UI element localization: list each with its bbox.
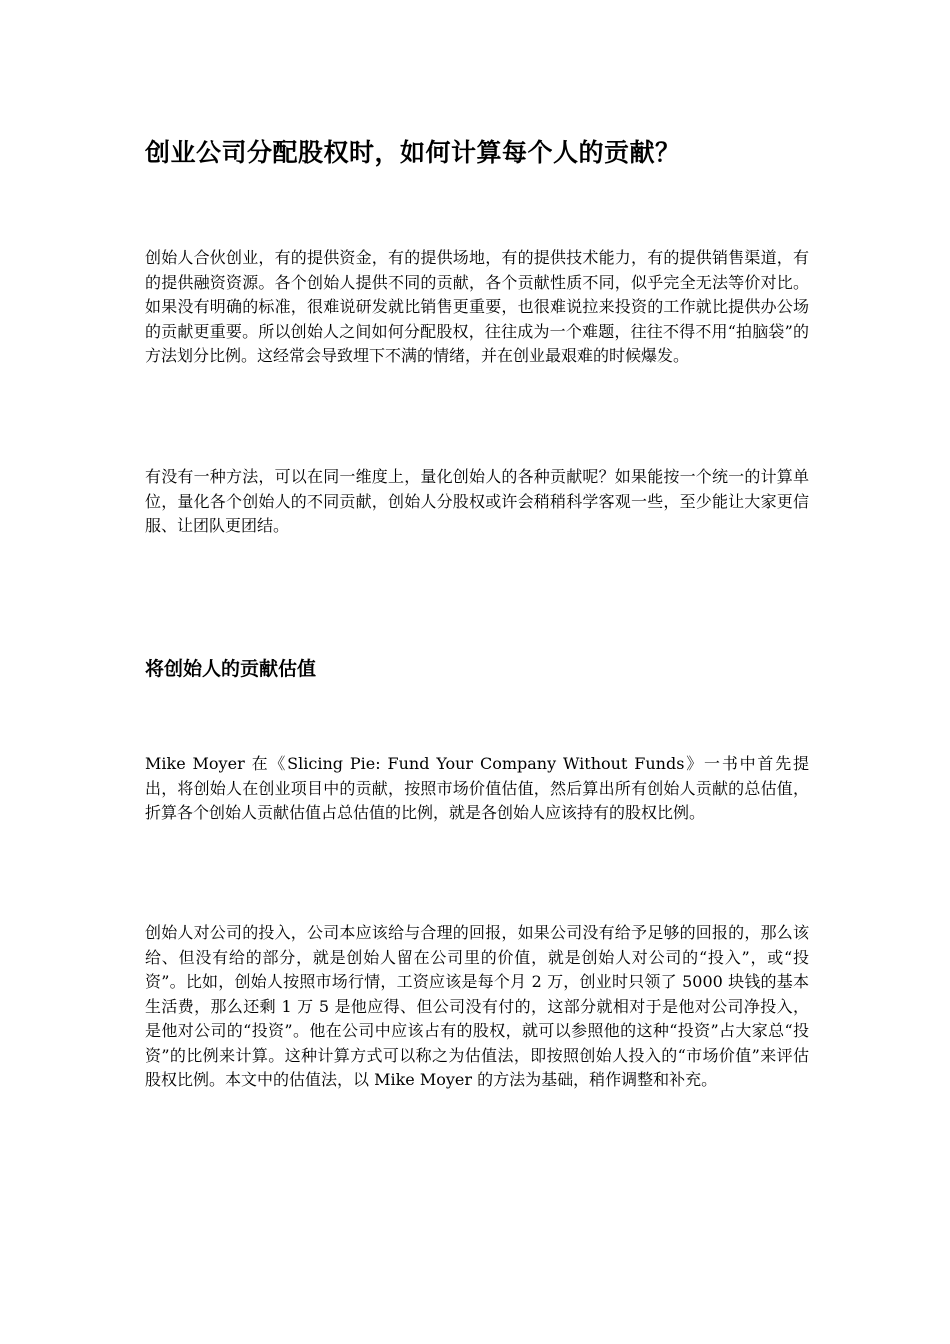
section-heading: 将创始人的贡献估值 <box>145 658 317 680</box>
section-paragraph-2: 创始人对公司的投入，公司本应该给与合理的回报，如果公司没有给予足够的回报的，那么该给、但没有给的部分，就是创始人留在公司里的价值，就是创始人对公司的“投入”，或“投资”。比如，创始人按照市场行情，工资应该是每个月 2 万，创业时只领了 5000 块钱的基本生活费，那么还剩 1 万 5 是他应得、但公司没有付的，这部分就相对于是他对公司净投入，是他对公司的“投资”。他在公司中应该占有的股权，就可以参照他的这种“投资”占大家总“投资”的比例来计算。这种计算方式可以称之为估值法，即按照创始人投入的“市场价值”来评估股权比例。本文中的估值法，以 Mike Moyer 的方法为基础，稍作调整和补充。 <box>145 923 809 1089</box>
article-title: 创业公司分配股权时，如何计算每个人的贡献？ <box>145 138 681 167</box>
section-paragraph-1: Mike Moyer 在《Slicing Pie: Fund Your Company Without Funds》一书中首先提出，将创始人在创业项目中的贡献，按照市场价值估值，然后算出所有创始人贡献的总估值，折算各个创始人贡献估值占总估值的比例，就是各创始人应该持有的股权比例。 <box>145 754 809 822</box>
intro-paragraph-1: 创始人合伙创业，有的提供资金，有的提供场地，有的提供技术能力，有的提供销售渠道，有的提供融资资源。各个创始人提供不同的贡献，各个贡献性质不同，似乎完全无法等价对比。如果没有明确的标准，很难说研发就比销售更重要，也很难说拉来投资的工作就比提供办公场的贡献更重要。所以创始人之间如何分配股权，往往成为一个难题，往往不得不用“拍脑袋”的方法划分比例。这经常会导致埋下不满的情绪，并在创业最艰难的时候爆发。 <box>145 248 809 365</box>
intro-paragraph-2: 有没有一种方法，可以在同一维度上，量化创始人的各种贡献呢？如果能按一个统一的计算单位，量化各个创始人的不同贡献，创始人分股权或许会稍稍科学客观一些，至少能让大家更信服、让团队更团结。 <box>145 467 809 535</box>
